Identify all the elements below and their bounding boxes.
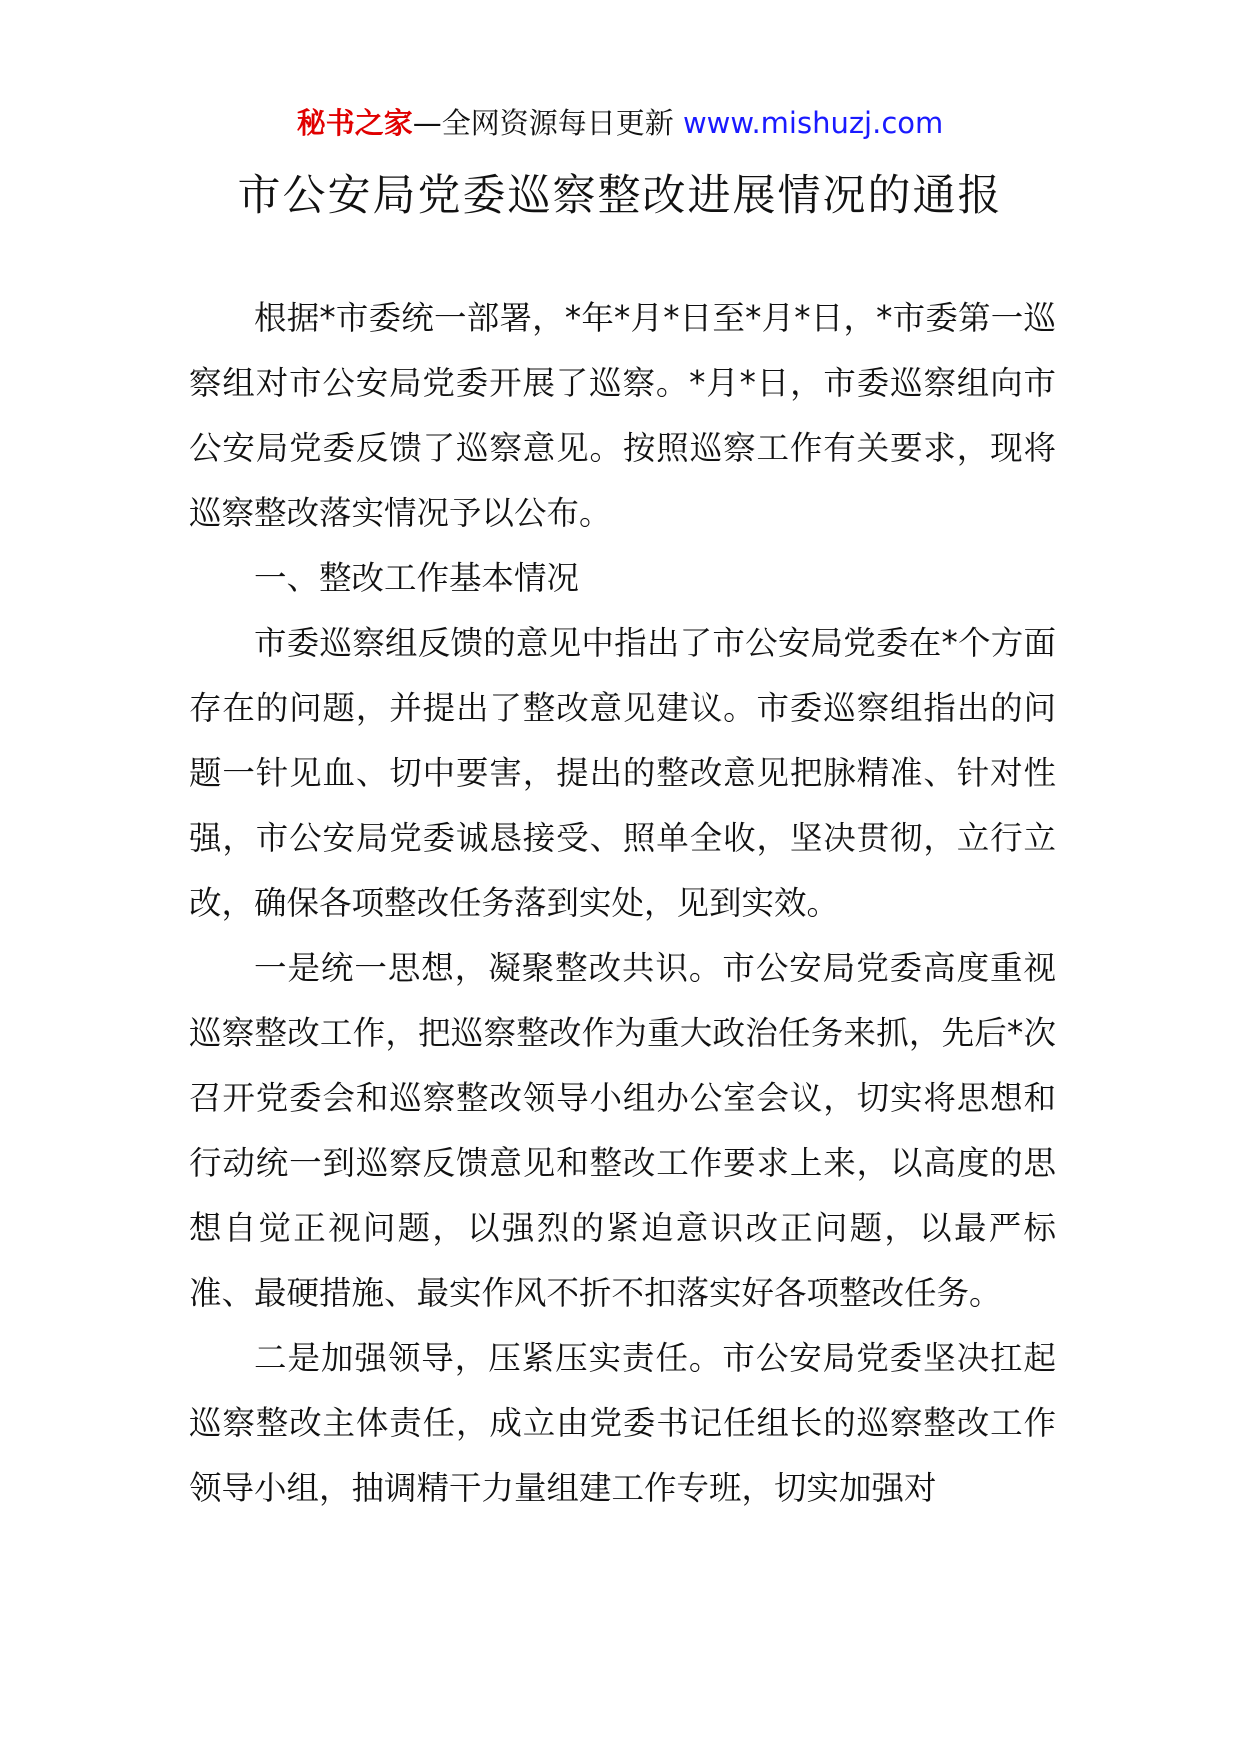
paragraph-overview: 市委巡察组反馈的意见中指出了市公安局党委在*个方面存在的问题，并提出了整改意见建议。市委巡察组指出的问题一针见血、切中要害，提出的整改意见把脉精准、针对性强，市公安局党委诚恳接受、照单全收，坚决贯彻，立行立改，确保各项整改任务落到实处，见到实效。 [189,624,1056,922]
document-body [189,286,1056,1521]
brand-name: 秘书之家 [296,106,413,140]
paragraph-point-one: 一是统一思想，凝聚整改共识。市公安局党委高度重视巡察整改工作，把巡察整改作为重大政治任务来抓，先后*次召开党委会和巡察整改领导小组办公室会议，切实将思想和行动统一到巡察反馈意见和整改工作要求上来，以高度的思想自觉正视问题，以强烈的紧迫意识改正问题，以最严标准、最硬措施、最实作风不折不扣落实好各项整改任务。 [189,949,1056,1312]
section-heading: 一、整改工作基本情况 [254,559,580,597]
document-title: 市公安局党委巡察整改进展情况的通报 [237,171,1003,221]
header-slogan: —全网资源每日更新 [412,106,674,140]
site-header [0,100,1240,146]
paragraph-point-two: 二是加强领导，压紧压实责任。市公安局党委坚决扛起巡察整改主体责任，成立由党委书记任组长的巡察整改工作领导小组，抽调精干力量组建工作专班，切实加强对 [189,1339,1056,1507]
site-url-link[interactable]: www.mishuzj.com [682,106,944,140]
paragraph-intro: 根据*市委统一部署，*年*月*日至*月*日，*市委第一巡察组对市公安局党委开展了巡察。*月*日，市委巡察组向市公安局党委反馈了巡察意见。按照巡察工作有关要求，现将巡察整改落实情况予以公布。 [189,299,1056,532]
